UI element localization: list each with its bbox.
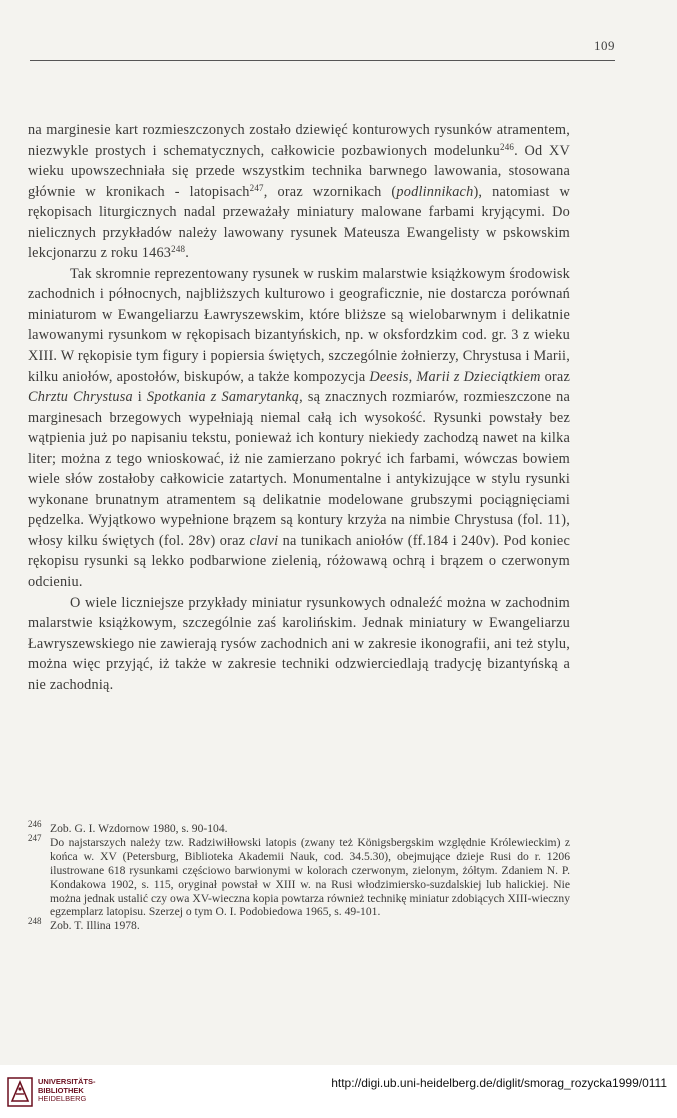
footer-bar: [0, 1065, 677, 1118]
main-text: [28, 120, 570, 695]
p2-italic: clavi: [249, 532, 279, 549]
library-logo-icon[interactable]: [7, 1077, 33, 1107]
footnote-ref-246[interactable]: 246: [500, 141, 515, 152]
paragraph-1: [28, 120, 570, 264]
footnote-text: Zob. T. Illina 1978.: [50, 919, 140, 933]
p2-text: ,: [408, 368, 417, 385]
footnote-text: Zob. G. I. Wzdornow 1980, s. 90-104.: [50, 822, 228, 835]
p2-italic: Deesis: [369, 368, 409, 385]
institution-line: UNIVERSITÄTS-: [38, 1077, 96, 1086]
p1-text: na marginesie kart rozmieszczonych zostało dziewięć konturowych rysunków atramentem, niezwykle prostych i schematycznych, całkowicie pozbawionych modelunku: [28, 122, 570, 159]
p2-text: , są znacznych rozmiarów, rozmieszczone na marginesach brzegowych wypełniają niemal całą ich wysokość. Rysunki powstały bez wątpienia już po napisaniu tekstu, ponieważ ich kontury niekiedy zachodzą nawet na kilka liter; można z tego wnioskować, iż nie zamierzano pokryć ich farbami, wówczas bowiem wiele słów zostałoby całkowicie zatartych. Monumentalne i antykizujące w stylu rysunki wykonane brunatnym atramentem są delikatnie modelowane grubszymi pociągnięciami pędzelka. Wyjątkowo wypełnione brązem są kontury krzyża na nimbie Chrystusa (fol. 11), włosy kilku świętych (fol. 28v) oraz: [28, 389, 570, 549]
institution-line: BIBLIOTHEK: [38, 1085, 84, 1095]
footnote-text: Do najstarszych należy tzw. Radziwiłłowski latopis (zwany też Königsbergskim względnie Królewieckim) z końca w. XV (Petersburg, Biblioteka Akademii Nauk, cod. 34.5.30), obejmujące dzieje Rusi do r. 1206 ilustrowane 618 rysunkami częściowo barwionymi w kolorach czerwonym, zielonym, żółtym. Zdaniem N. P. Kondakowa 1902, s. 115, oryginał powstał w XIII w. na Rusi włodzimiersko-suzdalskiej lub halickiej. Nie można jednak ustalić czy owa XV-wieczna kopia powtarza również technikę miniatur zdobiących XIII-wieczny egzemplarz latopisu. Szerzej o tym O. I. Podobiedowa 1965, s. 49-101.: [50, 835, 570, 919]
footnote-number: 247: [28, 832, 42, 843]
footnote-247: [28, 832, 570, 919]
p2-text: Tak skromnie reprezentowany rysunek w ruskim malarstwie książkowym środowisk zachodnich i północnych, najbliższych kulturowo i geograficznie, nie dostarcza porównań miniaturom w Ewangeliarzu Ławryszewskim, które bliższe są wielobarwnym i delikatnie lawowanymi rysunkom w rękopisach bizantyńskich, np. w oksfordzkim cod. gr. 3 z wieku XIII. W rękopisie tym figury i popiersia świętych, szczególnie żołnierzy, Chrystusa i Marii, kilku aniołów, apostołów, biskupów, a także kompozycja: [28, 265, 570, 385]
footnote-248: [28, 916, 570, 933]
p1-text: , oraz wzornikach (: [263, 183, 397, 200]
p2-text: oraz: [540, 368, 570, 385]
source-url-link[interactable]: http://digi.ub.uni-heidelberg.de/diglit/smorag_rozycka1999/0111: [331, 1076, 667, 1090]
p2-italic: Chrztu Chrystusa: [28, 389, 133, 406]
p2-italic: Spotkania z Samarytanką: [146, 389, 300, 406]
page-number: 109: [594, 38, 615, 53]
p2-italic: Marii z Dzieciątkiem: [416, 368, 541, 385]
p1-text: .: [185, 245, 190, 262]
footnote-number: 248: [28, 916, 42, 927]
institution-name: [38, 1078, 96, 1104]
footnote-number: 246: [28, 819, 42, 829]
footnote-246: [28, 819, 570, 836]
p3-text: O wiele liczniejsze przykłady miniatur rysunkowych odnaleźć można w zachodnim malarstwie książkowym, szczególnie zaś karolińskim. Jednak miniatury w Ewangeliarzu Ławryszewskiego nie zawierają rysów zachodnich ani w zakresie ikonografii, ani też stylu, można więc przyjąć, iż także w zakresie techniki odzwierciedlają tradycję bizantyńską a nie zachodnią.: [28, 594, 570, 693]
paragraph-3: [28, 593, 570, 696]
p1-text: . Od XV wieku upowszechniała się przede wszystkim technika barwnego lawowania, stosowana głównie w kronikach - latopisach: [28, 142, 570, 200]
paragraph-2: [28, 264, 570, 593]
header-rule: [30, 60, 615, 61]
p2-text: i: [132, 389, 147, 406]
footnote-ref-247[interactable]: 247: [249, 182, 264, 193]
footnote-ref-248[interactable]: 248: [171, 244, 186, 255]
institution-line: HEIDELBERG: [38, 1094, 87, 1103]
footnotes: [28, 819, 570, 933]
p1-italic: podlinnikach: [396, 183, 474, 200]
p2-text: na tunikach aniołów (ff.184 i 240v). Pod koniec rękopisu rysunki są lekko podbarwione zielenią, różowawą ochrą i brązem o czerwonym odcieniu.: [28, 532, 570, 591]
p1-text: ), natomiast w rękopisach liturgicznych nadal przeważały miniatury malowane farbami kryjącymi. Do nielicznych przykładów należy lawowany rysunek Mateusza Ewangelisty w pskowskim lekcjonarzu z roku 1463: [28, 183, 570, 262]
